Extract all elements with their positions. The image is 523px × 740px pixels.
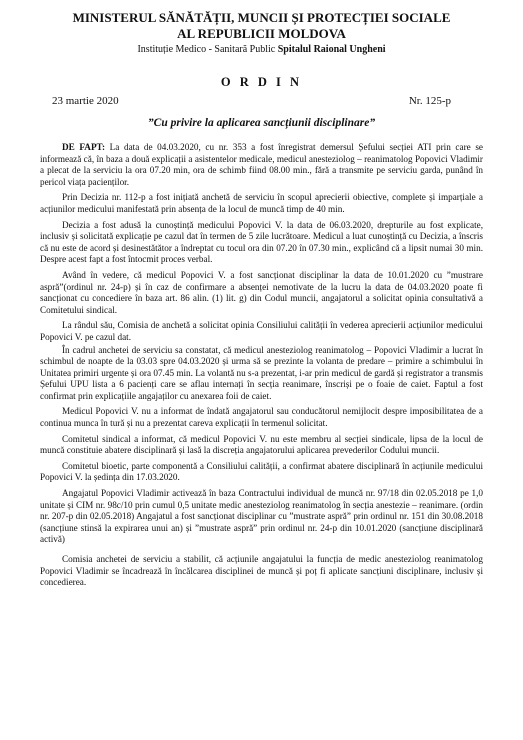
order-subject: ”Cu privire la aplicarea sancțiunii disciplinare” bbox=[147, 117, 376, 129]
paragraph bbox=[40, 434, 483, 457]
paragraph-text: La rândul său, Comisia de anchetă a solicitat opinia Consiliului calității în vederea aprecierii acțiunilor medicului Popovici V. pe cazul dat. bbox=[40, 320, 483, 342]
institution-prefix: Instituție Medico - Sanitară Public bbox=[137, 44, 278, 55]
paragraph-text: În cadrul anchetei de serviciu sa constatat, că medicul anesteziolog reanimatolog – Popovici Vladimir a lucrat în schimbul de noapte de la 03.03 spre 04.03.2020 și urma să se prezinte la volanta de predare – primire a schimbului în Unitatea primiri urgente și ora 07.45 min. La volantă nu s-a prezentat, i-ar prin medicul de gardă și registrator a transmis Șefului UPU lista a 6 pacienți care se aflau internați în secția reanimare, înscriși pe o foaie de caiet. Faptul a fost confirmat prin explicațiile angajaților cu anexarea foii de caiet. bbox=[40, 344, 483, 401]
order-date: 23 martie 2020 bbox=[52, 95, 119, 107]
ministry-name bbox=[40, 10, 483, 42]
ministry-line-2: AL REPUBLICII MOLDOVA bbox=[177, 26, 346, 41]
institution-name: Spitalul Raional Ungheni bbox=[277, 44, 386, 55]
final-paragraph: Comisia anchetei de serviciu a stabilit, că acțiunile angajatului la funcția de medic anesteziolog reanimatolog Popovici Vladimir se încadrează în încălcarea disciplinei de muncă și poț fi aplicate sancțiuni disciplinare, inclusiv și concedierea. bbox=[40, 554, 483, 588]
paragraph-lead: DE FAPT: bbox=[62, 142, 106, 152]
paragraph-text: Decizia a fost adusă la cunoștință medicului Popovici V. la data de 06.03.2020, drepturile au fost explicate, inclusiv și solicitată explicație pe cazul dat în termen de 5 zile lucrătoare. Medicul a luat cunoștință cu Decizia, a înscris că nu este de acord și desinestătător a îndreptat cu tocul ora din 07.20 în 07.30 min., explicând că a lipsit numai 30 min. Despre acest fapt a fost întocmit proces verbal. bbox=[40, 219, 483, 265]
institution-line bbox=[40, 43, 483, 57]
paragraph-text: Prin Decizia nr. 112-p a fost inițiată anchetă de serviciu în scopul aprecierii obiective, complete și imparțiale a acțiunilor medicului manifestată prin absența de la locul de muncă timp de 40 min. bbox=[40, 192, 483, 214]
paragraph-text: La data de 04.03.2020, cu nr. 353 a fost înregistrat demersul Șefului secției ATI prin care se informează că, în baza a două explicații a asistentelor medicale, medicul anesteziolog – reanimatolog Popovici Vladimir a plecat de la serviciu la ora 07.20 min, ora de schimb fiind 08.00 min., fără a transmite pe serviciu garda, punând în pericol viața pacienților. bbox=[40, 142, 483, 187]
order-title: O R D I N bbox=[220, 75, 303, 89]
paragraph bbox=[40, 270, 483, 316]
paragraph bbox=[40, 192, 483, 215]
ministry-line-1: MINISTERUL SĂNĂTĂȚII, MUNCII ȘI PROTECȚIEI SOCIALE bbox=[72, 10, 451, 25]
order-meta bbox=[40, 94, 483, 108]
paragraph bbox=[40, 488, 483, 546]
paragraph-text: Medicul Popovici V. nu a informat de îndată angajatorul sau conducătorul nemijlocit despre imposibilitatea de a continua munca în tură și nu a prezentat careva explicații în termenul solicitat. bbox=[40, 406, 483, 429]
paragraph bbox=[40, 406, 483, 429]
paragraph bbox=[40, 461, 483, 484]
order-body bbox=[40, 142, 483, 589]
paragraph-text: Comitetul bioetic, parte componentă a Consiliului calității, a confirmat abatere disciplinară în acțiunile medicului Popovici V. la ședința din 17.03.2020. bbox=[40, 460, 483, 483]
order-number: Nr. 125-p bbox=[408, 95, 451, 107]
paragraph bbox=[40, 345, 483, 403]
paragraph-text: Comitetul sindical a informat, că medicul Popovici V. nu este membru al secției sindicale, lipsa de la locul de muncă constituie abatere disciplinară și lasă la discreția angajatorului aplicarea prevederilor Codului muncii. bbox=[40, 433, 483, 456]
paragraph bbox=[40, 320, 483, 343]
paragraph bbox=[40, 220, 483, 266]
paragraph bbox=[40, 142, 483, 188]
paragraph-text: Având în vedere, că medicul Popovici V. a fost sancționat disciplinar la data de 10.01.2020 cu ”mustrare aspră”(ordinul nr. 24-p) și în caz de confirmare a absenței nemotivate de la lucru la data de 04.03.2020 poate fi sancționat cu concediere în baza art. 86 alin. (1) lit. g) din Codul muncii, angajatorul a solicitat opinia consultativă a Comitetului sindical. bbox=[40, 269, 483, 315]
paragraph-text: Angajatul Popovici Vladimir activează în baza Contractului individual de muncă nr. 97/18 din 02.05.2018 pe 1,0 unitate și CIM nr. 98c/10 prin cumul 0,5 unitate medic anesteziolog reanimatolog în secția anestezie – reanimare. (ordin nr. 207-p din 02.05.2018) Angajatul a fost sancționat disciplinar cu ”mustrate aspră” prin ordinul nr. 151 din 30.08.2018 (sancțiune stinsă la expirarea unui an) și ”mustrate aspră” prin ordinul nr. 24-p din 10.01.2020 (sancțiune disciplinară activă) bbox=[40, 488, 483, 545]
